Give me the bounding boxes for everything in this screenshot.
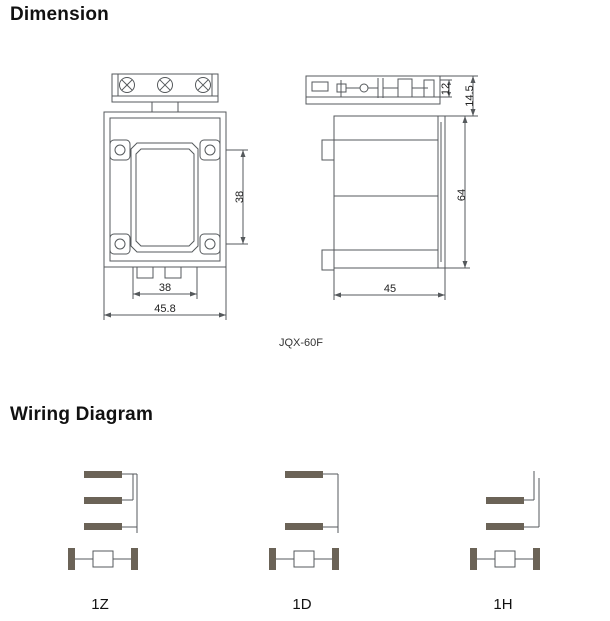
dimension-label-side-width: 45 [383,283,397,295]
screw-icon-left [120,78,135,93]
page-title-dimension: Dimension [10,4,109,25]
page-title-wiring-diagram: Wiring Diagram [10,404,154,425]
part-number-caption: JQX-60F [279,337,324,349]
dimension-label-front-inner-width: 38 [158,282,172,294]
dimension-label-front-outer-width: 45.8 [154,303,176,315]
wiring-label-1z: 1Z [91,596,109,613]
side-view-dimensions [334,76,478,300]
wiring-label-1d: 1D [292,596,312,613]
dimension-label-front-height: 38 [234,190,246,204]
wiring-diagram-1D [269,471,339,570]
side-view-drawing [306,76,445,270]
wiring-diagram-1H [470,471,540,570]
screw-icon-right [196,78,211,93]
wiring-diagram-1Z [68,471,138,570]
dimension-label-side-14-5: 14.5 [464,85,476,107]
screw-icon-center [158,78,173,93]
corner-pads [110,140,220,254]
dimension-label-side-12: 12 [440,82,452,96]
dimension-label-side-height: 64 [456,188,468,202]
wiring-label-1h: 1H [493,596,513,613]
front-view-drawing [104,74,226,278]
